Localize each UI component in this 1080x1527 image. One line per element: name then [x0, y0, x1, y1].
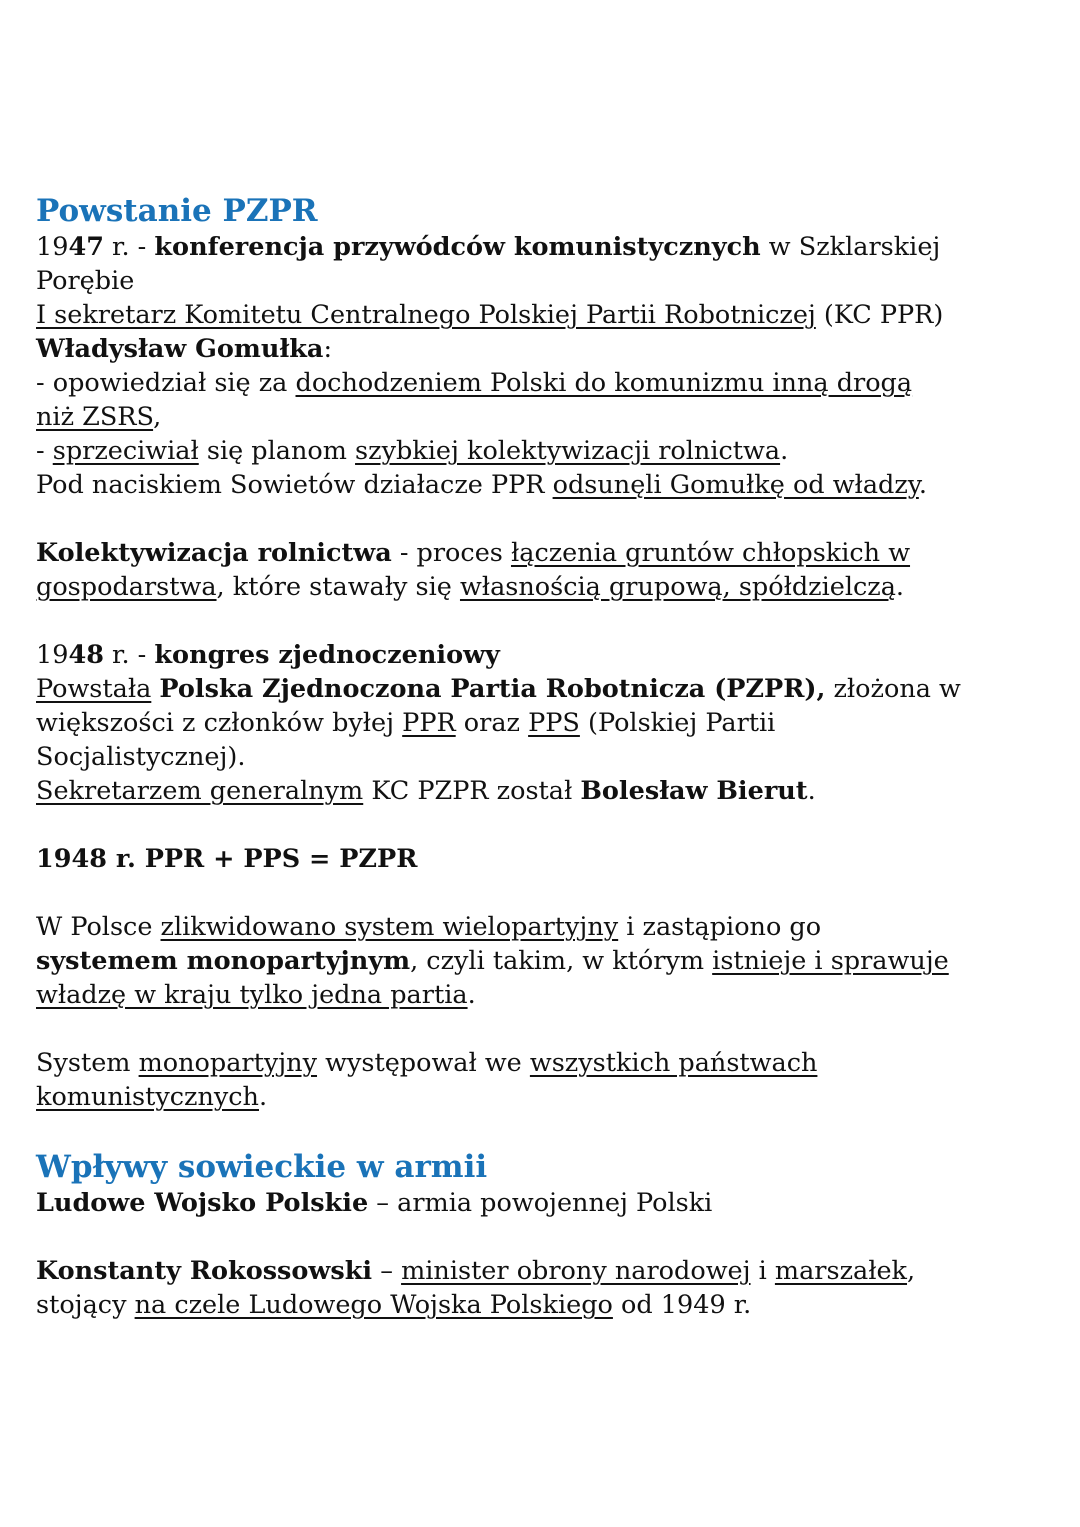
text-segment: KC PZPR został [363, 776, 581, 806]
text-segment: 19 [36, 232, 69, 262]
text-segment: Wpływy sowieckie w armii [36, 1149, 488, 1185]
paragraph-spacer [36, 604, 1046, 638]
text-segment: – [372, 1256, 402, 1286]
text-line [36, 774, 1046, 808]
underlined-text: odsunęli Gomułkę od władzy [552, 470, 919, 500]
text-line [36, 1288, 1046, 1322]
text-segment: Pod naciskiem Sowietów działacze PPR [36, 470, 553, 500]
text-segment: . [807, 776, 816, 806]
text-line [36, 842, 1046, 876]
bold-text: konferencja przywódców komunistycznych [154, 232, 761, 262]
text-line [36, 264, 1046, 298]
underlined-text: łączenia gruntów chłopskich w [510, 538, 911, 568]
text-line [36, 1080, 1046, 1114]
text-segment: 19 [36, 640, 69, 670]
underlined-text: zlikwidowano system wielopartyjny [160, 912, 619, 942]
underlined-text: niż ZSRS [36, 402, 154, 432]
bold-text: 47 [68, 232, 104, 262]
underlined-text: PPR [402, 708, 456, 738]
section-heading [36, 1148, 1046, 1186]
bold-text: Władysław Gomułka [36, 334, 324, 364]
underlined-text: własnością grupową, spółdzielczą [459, 572, 896, 602]
text-segment: się planom [198, 436, 356, 466]
text-segment: . [258, 1082, 268, 1112]
text-line [36, 1046, 1046, 1080]
paragraph-spacer [36, 1012, 1046, 1046]
underlined-text: istnieje i sprawuje [712, 946, 949, 976]
text-segment: , czyli takim, w którym [410, 946, 713, 976]
text-line [36, 978, 1046, 1012]
text-line [36, 638, 1046, 672]
text-line [36, 570, 1046, 604]
text-line [36, 536, 1046, 570]
paragraph-spacer [36, 502, 1046, 536]
text-line [36, 672, 1046, 706]
text-line [36, 1254, 1046, 1288]
paragraph-spacer [36, 1220, 1046, 1254]
paragraph-spacer [36, 808, 1046, 842]
underlined-text: wszystkich państwach [529, 1048, 818, 1078]
text-segment: , [907, 1256, 916, 1286]
bold-text: 48 [68, 640, 104, 670]
text-segment: złożona w [825, 674, 961, 704]
text-line [36, 230, 1046, 264]
text-segment: od 1949 r. [612, 1290, 752, 1320]
text-line [36, 366, 1046, 400]
text-segment: r. - [103, 232, 155, 262]
text-segment: - proces [391, 538, 511, 568]
text-segment: większości z członków byłej [36, 708, 403, 738]
text-segment: System [36, 1048, 139, 1078]
text-line [36, 910, 1046, 944]
text-segment: stojący [36, 1290, 135, 1320]
paragraph-spacer [36, 1114, 1046, 1148]
underlined-text: I sekretarz Komitetu Centralnego Polskiej Partii Robotniczej [36, 300, 816, 330]
underlined-text: Powstała [36, 674, 152, 704]
underlined-text: dochodzeniem Polski do komunizmu inną drogą [295, 368, 913, 398]
text-segment: Porębie [36, 266, 135, 296]
text-line [36, 706, 1046, 740]
section-heading [36, 192, 1046, 230]
text-segment: . [780, 436, 789, 466]
text-segment: , [153, 402, 162, 432]
text-segment: . [467, 980, 476, 1010]
bold-text: Bolesław Bierut [580, 776, 808, 806]
text-segment: – armia powojennej Polski [368, 1188, 713, 1218]
text-segment: (Polskiej Partii [579, 708, 776, 738]
underlined-text: PPS [528, 708, 580, 738]
text-segment: w Szklarskiej [760, 232, 941, 262]
text-segment: występował we [317, 1048, 530, 1078]
document-body [36, 192, 1046, 1322]
underlined-text: na czele Ludowego Wojska Polskiego [134, 1290, 613, 1320]
underlined-text: szybkiej kolektywizacji rolnictwa [355, 436, 781, 466]
text-segment: r. - [103, 640, 155, 670]
text-segment: (KC PPR) [815, 300, 944, 330]
text-segment: i [750, 1256, 775, 1286]
bold-text: Konstanty Rokossowski [36, 1256, 373, 1286]
underlined-text: władzę w kraju tylko jedna partia [36, 980, 468, 1010]
text-line [36, 332, 1046, 366]
bold-text: Polska Zjednoczona Partia Robotnicza (PZPR), [159, 674, 826, 704]
underlined-text: komunistycznych [36, 1082, 259, 1112]
text-segment: : [323, 334, 333, 364]
text-line [36, 944, 1046, 978]
bold-text: kongres zjednoczeniowy [154, 640, 500, 670]
underlined-text: minister obrony narodowej [401, 1256, 751, 1286]
text-segment: - opowiedział się za [36, 368, 296, 398]
underlined-text: sprzeciwiał [52, 436, 199, 466]
bold-text: systemem monopartyjnym [36, 946, 411, 976]
text-segment: Powstanie PZPR [36, 193, 318, 229]
text-line [36, 400, 1046, 434]
underlined-text: Sekretarzem generalnym [36, 776, 364, 806]
text-segment: , które stawały się [216, 572, 460, 602]
text-segment: - [36, 436, 53, 466]
underlined-text: marszałek [774, 1256, 908, 1286]
text-line [36, 468, 1046, 502]
underlined-text: gospodarstwa [36, 572, 217, 602]
paragraph-spacer [36, 876, 1046, 910]
text-segment: W Polsce [36, 912, 161, 942]
bold-text: 1948 r. PPR + PPS = PZPR [36, 844, 418, 874]
underlined-text: monopartyjny [138, 1048, 318, 1078]
text-line [36, 434, 1046, 468]
bold-text: Ludowe Wojsko Polskie [36, 1188, 369, 1218]
text-segment: Socjalistycznej). [36, 742, 246, 772]
text-line [36, 1186, 1046, 1220]
text-segment: oraz [455, 708, 529, 738]
text-segment: i zastąpiono go [618, 912, 822, 942]
text-segment: . [895, 572, 905, 602]
text-line [36, 740, 1046, 774]
bold-text: Kolektywizacja rolnictwa [36, 538, 392, 568]
text-segment: . [918, 470, 927, 500]
text-line [36, 298, 1046, 332]
